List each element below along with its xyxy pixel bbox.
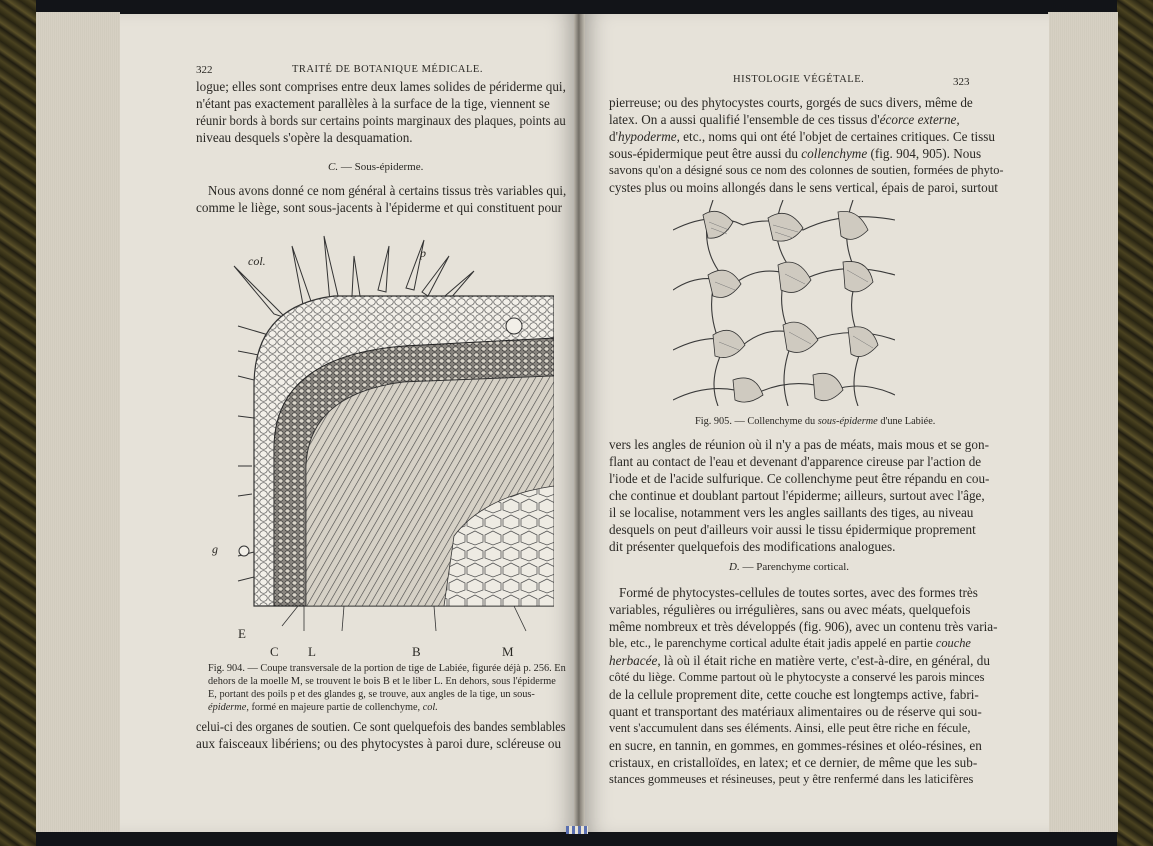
- text-run: (fig. 904, 905). Nous: [867, 146, 982, 161]
- text-line: flant au contact de l'eau et devenant d'apparence cireuse par l'action de: [609, 454, 982, 469]
- text-line: Formé de phytocystes-cellules de toutes sortes, avec des formes très: [619, 585, 978, 600]
- text-italic: herbacée: [609, 653, 658, 668]
- headband: [566, 826, 588, 834]
- caption-text: Fig. 905. — Collenchyme du: [695, 416, 818, 427]
- figure-label-p: p: [420, 246, 426, 260]
- book-gutter: [574, 14, 585, 832]
- text-run: d': [609, 129, 618, 144]
- text-italic: écorce externe,: [879, 112, 960, 127]
- figure-label-M: M: [502, 644, 514, 659]
- text-line: desquels on peut d'ailleurs voir aussi le tissu épidermique proprement: [609, 522, 976, 537]
- text-run: latex. On a aussi qualifié l'ensemble de ces tissus d': [609, 112, 880, 127]
- caption-line: dehors de la moelle M, se trouvent le bois B et le liber L. En dehors, sous l'épiderme: [208, 676, 556, 687]
- text-run: , etc., noms qui ont été l'objet de certaines critiques. Ce tissu: [676, 129, 996, 144]
- text-italic: hypoderme: [617, 129, 677, 144]
- caption-line: Fig. 904. — Coupe transversale de la portion de tige de Labiée, figurée déjà p. 256. En: [208, 663, 566, 674]
- section-title: [328, 161, 423, 173]
- text-line: de la cellule proprement dite, cette couche est longtemps active, fabri-: [609, 687, 979, 702]
- section-letter: D.: [729, 561, 740, 573]
- caption-line: E, portant des poils p et des glandes g, se trouve, aux angles de la tige, un sous-: [208, 689, 535, 700]
- text-line: niveau desquels s'opère la desquamation.: [196, 130, 413, 145]
- page-number: 323: [953, 76, 970, 88]
- section-title: [729, 561, 849, 573]
- caption-text: , formé en majeure partie de collenchyme,: [246, 702, 423, 713]
- caption-italic: sous-épiderme: [817, 416, 878, 427]
- figure-904-stem-section: [214, 226, 554, 636]
- text-line: l'iode et de l'acide sulfurique. Ce collenchyme peut être répandu en cou-: [609, 471, 990, 486]
- section-text: — Sous-épiderme.: [338, 161, 424, 173]
- text-line: [609, 128, 995, 145]
- label-leaders: [282, 606, 526, 631]
- text-line: n'étant pas exactement parallèles à la surface de la tige, viennent se: [196, 96, 550, 111]
- text-line: celui-ci des organes de soutien. Ce sont quelquefois des bandes semblables: [196, 719, 566, 734]
- text-line: [609, 145, 981, 162]
- text-line: [609, 635, 971, 652]
- text-line: [609, 111, 960, 128]
- right-page: [583, 14, 1049, 832]
- figure-label-g: g: [212, 542, 218, 556]
- gland: [239, 546, 249, 556]
- book-cover-left: [0, 0, 36, 846]
- text-line: variables, régulières ou irrégulières, sans ou avec méats, quelquefois: [609, 602, 971, 617]
- text-line: réunir bords à bords sur certains points marginaux des plaques, points au: [196, 113, 566, 128]
- text-line: pierreuse; ou des phytocystes courts, gorgés de sucs divers, même de: [609, 95, 973, 110]
- text-line: dit présenter quelquefois des modifications analogues.: [609, 539, 896, 554]
- running-head: TRAITÉ DE BOTANIQUE MÉDICALE.: [292, 64, 483, 75]
- book-cover-right: [1117, 0, 1153, 846]
- text-line: savons qu'on a désigné sous ce nom des colonnes de soutien, formées de phyto-: [609, 163, 1004, 177]
- figure-905-collenchyme: [673, 200, 895, 406]
- text-line: même nombreux et très développés (fig. 906), avec un contenu très varia-: [609, 619, 998, 634]
- figure-label-B: B: [412, 644, 421, 659]
- gland: [506, 318, 522, 334]
- text-line: comme le liège, sont sous-jacents à l'épiderme et qui constituent pour: [196, 200, 563, 215]
- text-line: quant et transportant des matériaux alimentaires ou de réserve qui sou-: [609, 704, 982, 719]
- text-run: , là où il était riche en matière verte, c'est-à-dire, en général, du: [657, 653, 990, 668]
- figure-label-E: E: [238, 626, 246, 641]
- text-italic: couche: [935, 636, 971, 650]
- text-line: stances gommeuses et résineuses, peut y être renfermé dans les laticifères: [609, 772, 974, 786]
- text-line: vent s'accumulent dans ses éléments. Ainsi, elle peut être riche en fécule,: [609, 721, 971, 735]
- figure-label-col: col.: [248, 254, 266, 268]
- figure-label-C: C: [270, 644, 279, 659]
- running-head: HISTOLOGIE VÉGÉTALE.: [733, 74, 865, 85]
- text-run: ble, etc., le parenchyme cortical adulte était jadis appelé en partie: [609, 636, 936, 650]
- caption-italic: col.: [422, 702, 438, 713]
- text-line: [609, 652, 990, 669]
- page-edges-right: [1048, 12, 1118, 832]
- figure-905-caption: [695, 416, 935, 429]
- text-line: Nous avons donné ce nom général à certains tissus très variables qui,: [208, 183, 567, 198]
- page-number: 322: [196, 64, 213, 76]
- caption-italic: épiderme: [208, 702, 247, 713]
- section-text: — Parenchyme cortical.: [739, 561, 850, 573]
- section-letter: C.: [328, 161, 339, 173]
- text-line: che continue et doublant partout l'épiderme; ailleurs, surtout avec l'âge,: [609, 488, 985, 503]
- text-line: logue; elles sont comprises entre deux lames solides de périderme qui,: [196, 79, 566, 94]
- text-line: vers les angles de réunion où il n'y a pas de méats, mais mous et se gon-: [609, 437, 989, 452]
- text-line: il se localise, notamment vers les angles saillants des tiges, au niveau: [609, 505, 974, 520]
- text-line: cystes plus ou moins allongés dans le sens vertical, épais de paroi, surtout: [609, 180, 998, 195]
- text-line: en sucre, en tannin, en gommes, en gommes-résines et oléo-résines, en: [609, 738, 982, 753]
- caption-text: d'une Labiée.: [877, 416, 936, 427]
- text-run: sous-épidermique peut être aussi du: [609, 146, 802, 161]
- page-edges-left: [36, 12, 120, 832]
- text-italic: collenchyme: [801, 146, 868, 161]
- text-line: côté du liège. Comme partout où le phytocyste a conservé les parois minces: [609, 670, 985, 684]
- left-page: [120, 14, 576, 832]
- figure-label-L: L: [308, 644, 316, 659]
- caption-line: [208, 702, 438, 715]
- text-line: cristaux, en cristalloïdes, en latex; et ce dernier, de même que les sub-: [609, 755, 978, 770]
- text-line: aux faisceaux libériens; ou des phytocystes à paroi dure, scléreuse ou: [196, 736, 562, 751]
